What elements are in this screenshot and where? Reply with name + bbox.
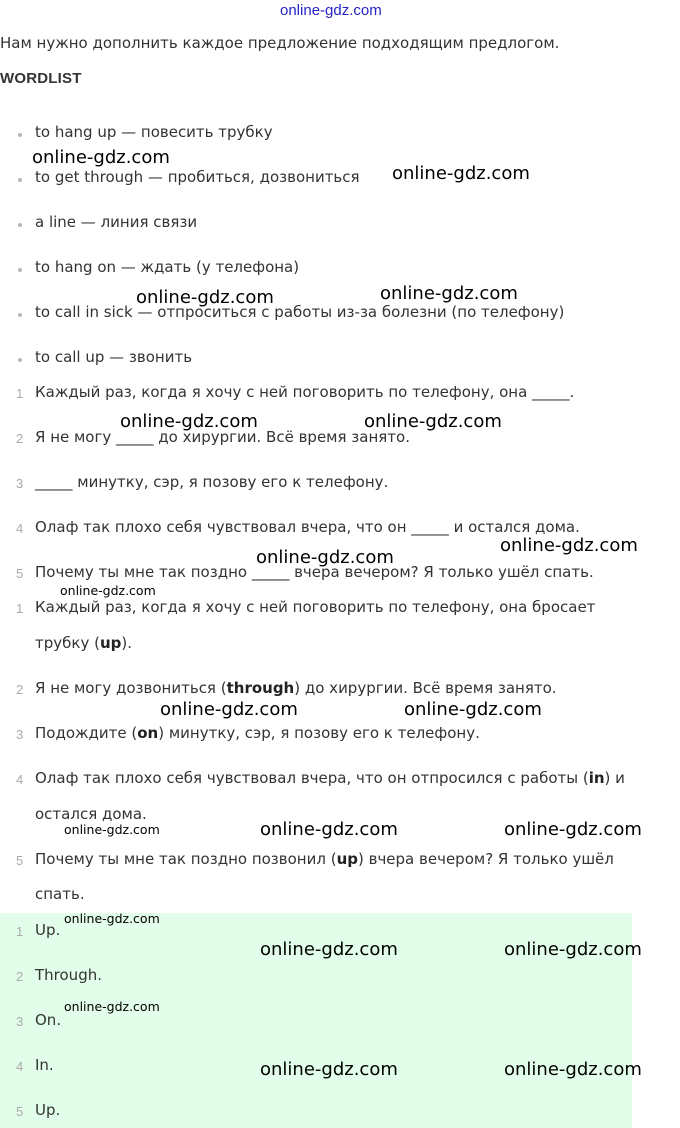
item-number: 2 — [16, 431, 24, 446]
wordlist-item: to call up — звонить — [35, 348, 193, 366]
watermark: online-gdz.com — [392, 163, 530, 184]
task-text: _____ минутку, сэр, я позову его к телефону. — [35, 473, 389, 491]
watermark: online-gdz.com — [260, 939, 398, 960]
answer-text: On. — [35, 1011, 62, 1029]
watermark: online-gdz.com — [380, 283, 518, 304]
solution-text: Олаф так плохо себя чувствовал вчера, что он отпросился с работы (in) и — [35, 769, 625, 787]
watermark: online-gdz.com — [260, 819, 398, 840]
task-text: Я не могу _____ до хирургии. Всё время занято. — [35, 428, 410, 446]
item-number: 4 — [16, 1059, 24, 1074]
item-number: 1 — [16, 601, 24, 616]
watermark: online-gdz.com — [60, 583, 156, 598]
wordlist-item: to call in sick — отпроситься с работы из-за болезни (по телефону) — [35, 303, 565, 321]
item-number: 4 — [16, 521, 24, 536]
answer-word: in — [588, 769, 605, 787]
item-number: 2 — [16, 969, 24, 984]
intro-text: Нам нужно дополнить каждое предложение подходящим предлогом. — [0, 34, 560, 52]
watermark: online-gdz.com — [500, 535, 638, 556]
solution-text-cont: трубку (up). — [35, 634, 132, 652]
answer-text: In. — [35, 1056, 54, 1074]
bullet-icon — [18, 178, 22, 182]
item-number: 5 — [16, 566, 24, 581]
watermark: online-gdz.com — [64, 822, 160, 837]
answer-word: up — [99, 634, 122, 652]
solution-text: Подождите (on) минутку, сэр, я позову его к телефону. — [35, 724, 480, 742]
answer-text: Up. — [35, 1101, 61, 1119]
answer-text: Through. — [35, 966, 102, 984]
item-number: 4 — [16, 772, 24, 787]
answer-text: Up. — [35, 921, 61, 939]
answer-word: on — [137, 724, 159, 742]
solution-text-cont: спать. — [35, 885, 85, 903]
solution-text: Каждый раз, когда я хочу с ней поговорить по телефону, она бросает — [35, 598, 596, 616]
answer-word: through — [226, 679, 295, 697]
item-number: 3 — [16, 1014, 24, 1029]
watermark: online-gdz.com — [160, 699, 298, 720]
watermark: online-gdz.com — [136, 287, 274, 308]
wordlist-item: a line — линия связи — [35, 213, 198, 231]
bullet-icon — [18, 313, 22, 317]
site-header-link[interactable]: online-gdz.com — [280, 2, 382, 19]
watermark: online-gdz.com — [364, 411, 502, 432]
wordlist-heading: WORDLIST — [0, 70, 82, 87]
watermark: online-gdz.com — [504, 819, 642, 840]
item-number: 2 — [16, 682, 24, 697]
item-number: 1 — [16, 924, 24, 939]
solution-text: Я не могу дозвониться (through) до хирургии. Всё время занято. — [35, 679, 557, 697]
task-text: Каждый раз, когда я хочу с ней поговорить по телефону, она _____. — [35, 383, 575, 401]
item-number: 5 — [16, 1104, 24, 1119]
wordlist-item: to hang on — ждать (у телефона) — [35, 258, 300, 276]
watermark: online-gdz.com — [120, 411, 258, 432]
bullet-icon — [18, 133, 22, 137]
wordlist-item: to get through — пробиться, дозвониться — [35, 168, 360, 186]
watermark: online-gdz.com — [504, 1059, 642, 1080]
watermark: online-gdz.com — [64, 911, 160, 926]
watermark: online-gdz.com — [260, 1059, 398, 1080]
item-number: 1 — [16, 386, 24, 401]
bullet-icon — [18, 223, 22, 227]
answer-word: up — [336, 850, 358, 868]
watermark: online-gdz.com — [504, 939, 642, 960]
watermark: online-gdz.com — [256, 547, 394, 568]
solution-text: Почему ты мне так поздно позвонил (up) вчера вечером? Я только ушёл — [35, 850, 614, 868]
watermark: online-gdz.com — [32, 147, 170, 168]
item-number: 5 — [16, 853, 24, 868]
item-number: 3 — [16, 727, 24, 742]
bullet-icon — [18, 268, 22, 272]
watermark: online-gdz.com — [404, 699, 542, 720]
bullet-icon — [18, 358, 22, 362]
solution-text-cont: остался дома. — [35, 805, 147, 823]
item-number: 3 — [16, 476, 24, 491]
task-text: Олаф так плохо себя чувствовал вчера, что он _____ и остался дома. — [35, 518, 580, 536]
task-text: Почему ты мне так поздно _____ вчера вечером? Я только ушёл спать. — [35, 563, 594, 581]
watermark: online-gdz.com — [64, 999, 160, 1014]
wordlist-item: to hang up — повесить трубку — [35, 123, 273, 141]
